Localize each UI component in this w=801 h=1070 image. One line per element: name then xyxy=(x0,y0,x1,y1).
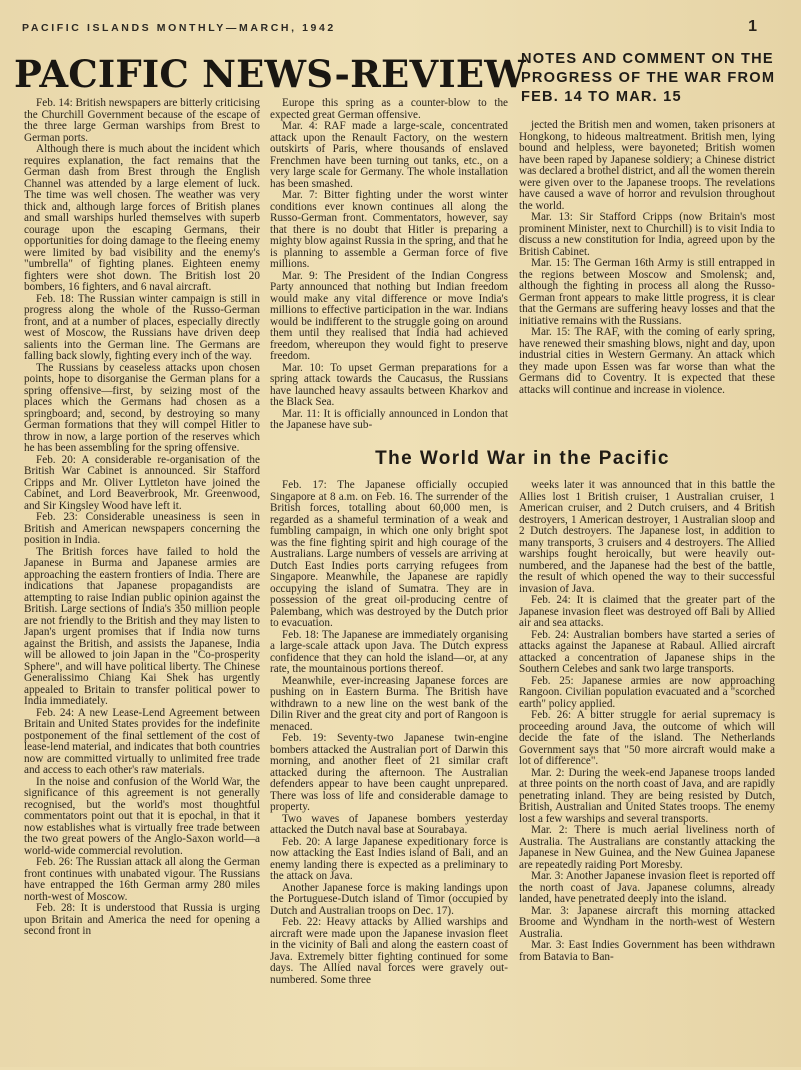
paragraph: The Russians by ceaseless attacks upon chosen points, hope to disorganise the German plans for a spring offensive—first, by seizing most of the places which the Germans had chosen as a springboard; and, second, by destroying so many German formations that they will compel Hitler to throw in now, a large portion of the reserves which he has been assembling for the spring offensive. xyxy=(24,361,260,454)
paragraph: Feb. 23: Considerable uneasiness is seen in British and American newspapers concerning the position in India. xyxy=(24,511,260,546)
paragraph: Mar. 4: RAF made a large-scale, concentrated attack upon the Renault Factory, on the western outskirts of Paris, where thousands of enslaved Frenchmen have been turning out tanks, etc., on a very large scale for Germany. The whole installation has been smashed. xyxy=(270,120,508,190)
paragraph: weeks later it was announced that in this battle the Allies lost 1 British cruiser, 1 Australian cruiser, 1 American cruiser, and 2 Dutch cruisers, and 4 British destroyers, 1 American destroyer, 1 Australian sloop and 2 Dutch destroyers. The Japanese lost, in addition to many transports, 3 cruisers and 4 destroyers. The Allied warships fought heroically, but were heavily out-numbered, and the Japanese had the best of the battle, the result of which opened the way to their successful invasion of Java. xyxy=(519,480,775,595)
paragraph: Mar. 13: Sir Stafford Cripps (now Britain's most prominent Minister, next to Churchill) is to visit India to discuss a new constitution for India, agreed upon by the British Cabinet. xyxy=(519,211,775,258)
paragraph: The British forces have failed to hold the Japanese in Burma and Japanese armies are approaching the eastern frontiers of India. There are indications that Japanese propagandists are attempting to raise Indian public opinion against the British. Large sections of India's 350 million people are not friendly to the British and they may listen to Japan's urgent promises that if India now turns against the British, and assists the Japanese, India will be allowed to join Japan in the "Co-prosperity Sphere", and will have political liberty. The Chinese Generalissimo Chiang Kai Shek has urgently appealed to Britain to transfer political power to India immediately. xyxy=(24,545,260,707)
paragraph: Feb. 25: Japanese armies are now approaching Rangoon. Civilian population evacuated and a "scorched earth" policy applied. xyxy=(519,674,775,710)
paragraph: Feb. 24: It is claimed that the greater part of the Japanese invasion fleet was destroyed off Bali by Allied air and sea attacks. xyxy=(519,594,775,629)
paragraph: Feb. 28: It is understood that Russia is urging upon Britain and America the need for opening a second front in xyxy=(24,902,260,937)
paragraph: Mar. 9: The President of the Indian Congress Party announced that nothing but Indian freedom would make any vital difference or move India's millions to effective participation in the war. Indians would be indifferent to the struggle going on around them until they realised that India had achieved freedom, whereupon they would fight to preserve freedom. xyxy=(270,269,508,362)
paragraph: Feb. 26: A bitter struggle for aerial supremacy is proceeding around Java, the outcome of which will decide the fate of the island. The Netherlands Government says that "50 more aircraft would make a lot of difference". xyxy=(519,709,775,767)
column-5 xyxy=(519,480,775,1070)
paragraph: Feb. 26: The Russian attack all along the German front continues with unabated vigour. The Russians have entrapped the 16th German army 280 miles north-west of Moscow. xyxy=(24,856,260,903)
paragraph: Feb. 20: A considerable re-organisation of the British War Cabinet is announced. Sir Stafford Cripps and Mr. Oliver Lyttleton have joined the Cabinet, and Lord Beaverbrook, Mr. Greenwood, and Sir Kingsley Wood have left it. xyxy=(24,453,260,512)
column-4 xyxy=(270,480,508,1070)
column-2 xyxy=(270,98,508,444)
paragraph: In the noise and confusion of the World War, the significance of this agreement is not generally recognised, but the world's most thoughtful commentators point out that it is epochal, in that it now establishes what is virtually free trade between the two great powers of the Anglo-Saxon world—a world-wide commercial revolution. xyxy=(24,775,260,857)
paragraph: Mar. 2: During the week-end Japanese troops landed at three points on the north coast of Java, and are rapidly penetrating inland. They are being resisted by Dutch, British, Australian and United States troops. The enemy lost a few warships and several transports. xyxy=(519,766,775,825)
paragraph: Mar. 3: Another Japanese invasion fleet is reported off the north coast of Java. Japanese columns, already landed, have penetrated deeply into the island. xyxy=(519,870,775,905)
running-head: PACIFIC ISLANDS MONTHLY—MARCH, 1942 xyxy=(22,22,336,34)
paragraph: Mar. 2: There is much aerial liveliness north of Australia. The Australians are constantly attacking the Japanese in New Guinea, and the New Guinea Japanese are repeatedly raiding Port Moresby. xyxy=(519,824,775,871)
paragraph: Mar. 15: The RAF, with the coming of early spring, have renewed their smashing blows, night and day, upon industrial cities in Western Germany. An attack which they made upon Essen was far worse than what the Germans did to Coventry. It is expected that these attacks will continue and increase in violence. xyxy=(519,326,775,396)
paragraph: jected the British men and women, taken prisoners at Hongkong, to hideous maltreatment. British men, lying bound and helpless, were bayoneted; British women have been raped by Japanese soldiery; a Chinese district was declared a brothel district, and all the women therein were given over to the Japanese troops. The revelations have caused a wave of horror and revulsion throughout the world. xyxy=(519,120,775,212)
paragraph: Meanwhile, ever-increasing Japanese forces are pushing on in Eastern Burma. The British have withdrawn to a new line on the west bank of the Dilin River and the great city and port of Rangoon is menaced. xyxy=(270,674,508,733)
paragraph: Two waves of Japanese bombers yesterday attacked the Dutch naval base at Sourabaya. xyxy=(270,812,508,836)
paragraph: Feb. 20: A large Japanese expeditionary force is now attacking the East Indies island of Bali, and an enemy landing there is expected as a preliminary to the attack on Java. xyxy=(270,835,508,882)
masthead-title: PACIFIC NEWS-REVIEW xyxy=(14,52,527,96)
paragraph: Although there is much about the incident which requires explanation, the fact remains that the German dash from Brest through the English Channel was attended by a large element of luck. The time was well chosen. The weather was very thick and, although large forces of British planes and small warships hurled themselves with superb courage upon the escaping Germans, their opportunities for doing damage to the fleeing enemy were limited by bad visibility and the enemy's "umbrella" of fighting planes. Eighteen enemy fighters were shot down. The British lost 20 bombers, 16 fighters, and 6 naval aircraft. xyxy=(24,143,260,293)
paragraph: Mar. 3: Japanese aircraft this morning attacked Broome and Wyndham in the north-west of Western Australia. xyxy=(519,904,775,940)
paragraph: Feb. 17: The Japanese officially occupied Singapore at 8 a.m. on Feb. 16. The surrender of the British forces, totalling about 60,000 men, is regarded as a shameful termination of a weak and fumbling campaign, in which one only bright spot was the fine fighting spirit and high courage of the Australians. Large numbers of vessels are arriving at Dutch East Indies ports carrying refugees from Singapore. Meanwhile, the Japanese are rapidly occupying the island of Sumatra. They are in possession of the great oil-producing centre of Palembang, which was destroyed by the Dutch prior to evacuation. xyxy=(270,480,508,629)
paragraph: Mar. 3: East Indies Government has been withdrawn from Batavia to Ban- xyxy=(519,939,775,963)
paragraph: Europe this spring as a counter-blow to the expected great German offensive. xyxy=(270,98,508,121)
page-number: 1 xyxy=(748,18,757,35)
notes-heading: NOTES AND COMMENT ON THE PROGRESS OF THE WAR FROM FEB. 14 TO MAR. 15 xyxy=(521,51,776,105)
paragraph: Feb. 22: Heavy attacks by Allied warships and aircraft were made upon the Japanese invasion fleet in the vicinity of Bali and along the eastern coast of Java. Extremely bitter fighting continued for some days. The Allied naval forces were gravely out-numbered. Some three xyxy=(270,916,508,986)
paragraph: Feb. 18: The Japanese are immediately organising a large-scale attack upon Java. The Dutch express confidence that they can hold the island—or, at any rate, the mountainous portions thereof. xyxy=(270,628,508,675)
paragraph: Mar. 10: To upset German preparations for a spring attack towards the Caucasus, the Russians have launched heavy assaults between Kharkov and the Black Sea. xyxy=(270,361,508,408)
paragraph: Mar. 15: The German 16th Army is still entrapped in the regions between Moscow and Smolensk; and, although the fighting in process all along the Russo-German front appears to make little progress, it is clear that the Germans are suffering heavy losses and that the initiative remains with the Russians. xyxy=(519,257,775,327)
paragraph: Feb. 18: The Russian winter campaign is still in progress along the whole of the Russo-German front, and at a number of places, especially directly west of Moscow, the Russians have driven deep salients into the German line. The Germans are falling back slowly, fighting every inch of the way. xyxy=(24,292,260,362)
paragraph: Feb. 24: Australian bombers have started a series of attacks against the Japanese at Rabaul. Allied aircraft attacked a concentration of Japanese ships in the Southern Celebes and sank two large transports. xyxy=(519,628,775,675)
paragraph: Mar. 11: It is officially announced in London that the Japanese have sub- xyxy=(270,407,508,431)
paragraph: Another Japanese force is making landings upon the Portuguese-Dutch island of Timor (occupied by Dutch and Australian troops on Dec. 17). xyxy=(270,881,508,917)
column-3 xyxy=(519,120,775,444)
paragraph: Feb. 19: Seventy-two Japanese twin-engine bombers attacked the Australian port of Darwin this morning, and another fleet of 21 similar craft attacked during the afternoon. The Australian defenders appear to have been caught unprepared. There was loss of life and considerable damage to property. xyxy=(270,732,508,813)
column-1 xyxy=(24,98,260,1038)
paragraph: Mar. 7: Bitter fighting under the worst winter conditions ever known continues all along the Russo-German front. Commentators, however, say that there is no doubt that Hitler is preparing a mighty blow against Russia in the spring, and that he is planning to assemble a German force of five millions. xyxy=(270,189,508,270)
section-heading: The World War in the Pacific xyxy=(375,448,670,469)
paragraph: Feb. 24: A new Lease-Lend Agreement between Britain and United States provides for the indefinite postponement of the final settlement of the cost of lease-lend material, and indicates that both countries now are committed virtually to unlimited free trade and access to each other's raw materials. xyxy=(24,706,260,776)
paragraph: Feb. 14: British newspapers are bitterly criticising the Churchill Government because of the escape of the three large German warships from Brest to German ports. xyxy=(24,98,260,144)
